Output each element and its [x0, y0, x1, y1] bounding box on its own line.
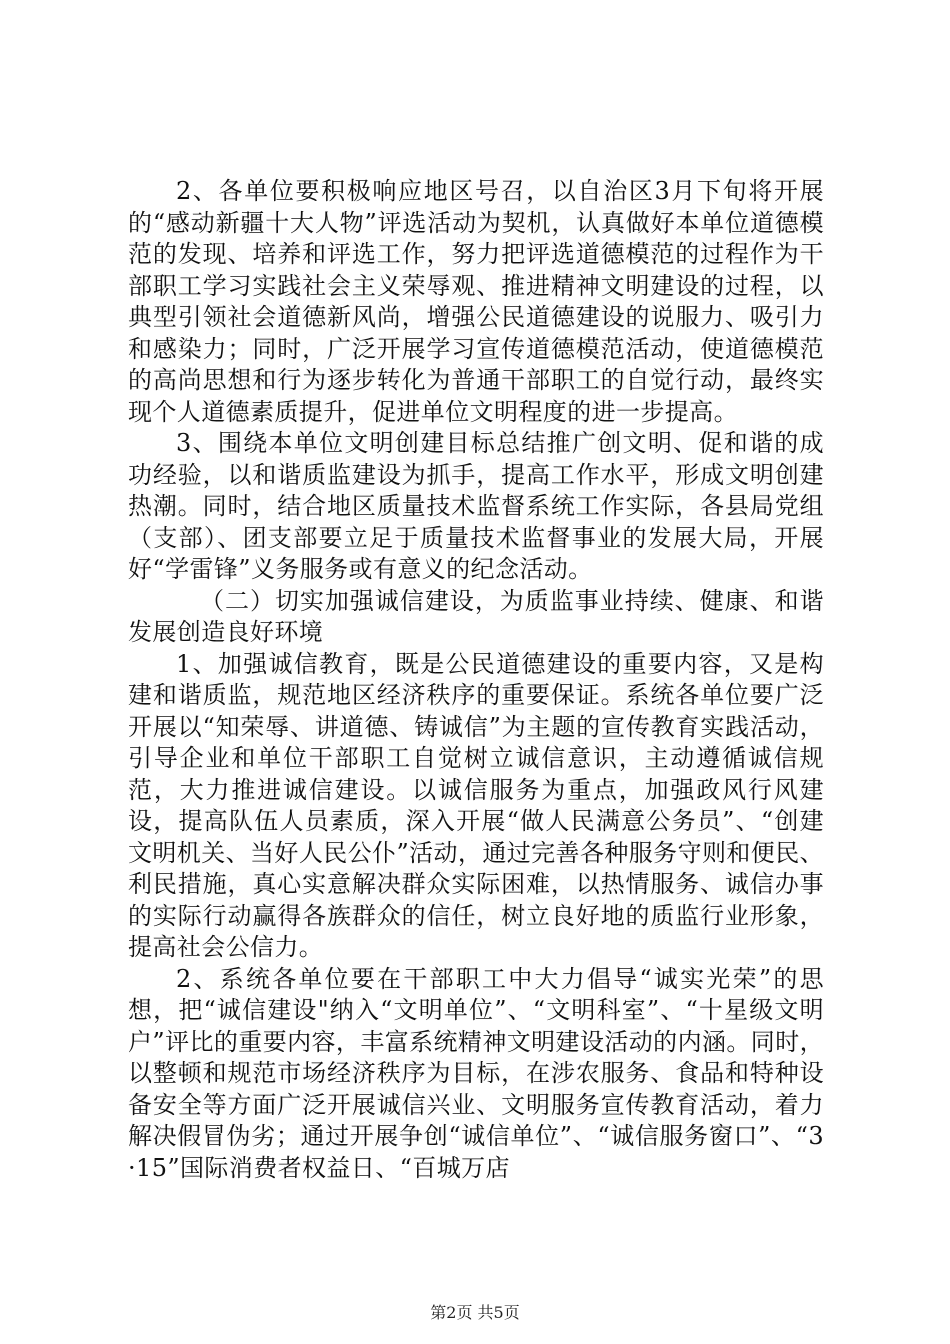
paragraph-item-2: 2、各单位要积极响应地区号召，以自治区3月下旬将开展的“感动新疆十大人物”评选活动为契机，认真做好本单位道德模范的发现、培养和评选工作，努力把评选道德模范的过程作为干部职工学习实践社会主义荣辱观、推进精神文明建设的过程，以典型引领社会道德新风尚，增强公民道德建设的说服力、吸引力和感染力；同时，广泛开展学习宣传道德模范活动，使道德模范的高尚思想和行为逐步转化为普通干部职工的自觉行动，最终实现个人道德素质提升，促进单位文明程度的进一步提高。 — [128, 177, 824, 426]
section-heading-2: （二）切实加强诚信建设，为质监事业持续、健康、和谐发展创造良好环境 — [128, 586, 824, 646]
paragraph-integrity-2: 2、系统各单位要在干部职工中大力倡导“诚实光荣”的思想，把“诚信建设"纳入“文明单位”、“文明科室”、“十星级文明户”评比的重要内容，丰富系统精神文明建设活动的内涵。同时，以整顿和规范市场经济秩序为目标，在涉农服务、食品和特种设备安全等方面广泛开展诚信兴业、文明服务宣传教育活动，着力解决假冒伪劣；通过开展争创“诚信单位”、“诚信服务窗口”、“3·15”国际消费者权益日、“百城万店 — [128, 964, 824, 1182]
paragraph-item-3: 3、围绕本单位文明创建目标总结推广创文明、促和谐的成功经验，以和谐质监建设为抓手，提高工作水平，形成文明创建热潮。同时，结合地区质量技术监督系统工作实际，各县局党组（支部）、团支部要立足于质量技术监督事业的发展大局，开展好“学雷锋”义务服务或有意义的纪念活动。 — [128, 429, 824, 583]
page-number-footer: 第2页 共5页 — [430, 1303, 520, 1322]
paragraph-integrity-1: 1、加强诚信教育，既是公民道德建设的重要内容，又是构建和谐质监，规范地区经济秩序的重要保证。系统各单位要广泛开展以“知荣辱、讲道德、铸诚信”为主题的宣传教育实践活动，引导企业和单位干部职工自觉树立诚信意识，主动遵循诚信规范，大力推进诚信建设。以诚信服务为重点，加强政风行风建设，提高队伍人员素质，深入开展“做人民满意公务员”、“创建文明机关、当好人民公仆”活动，通过完善各种服务守则和便民、利民措施，真心实意解决群众实际困难，以热情服务、诚信办事的实际行动赢得各族群众的信任，树立良好地的质监行业形象，提高社会公信力。 — [128, 649, 824, 961]
document-body — [128, 176, 824, 1184]
